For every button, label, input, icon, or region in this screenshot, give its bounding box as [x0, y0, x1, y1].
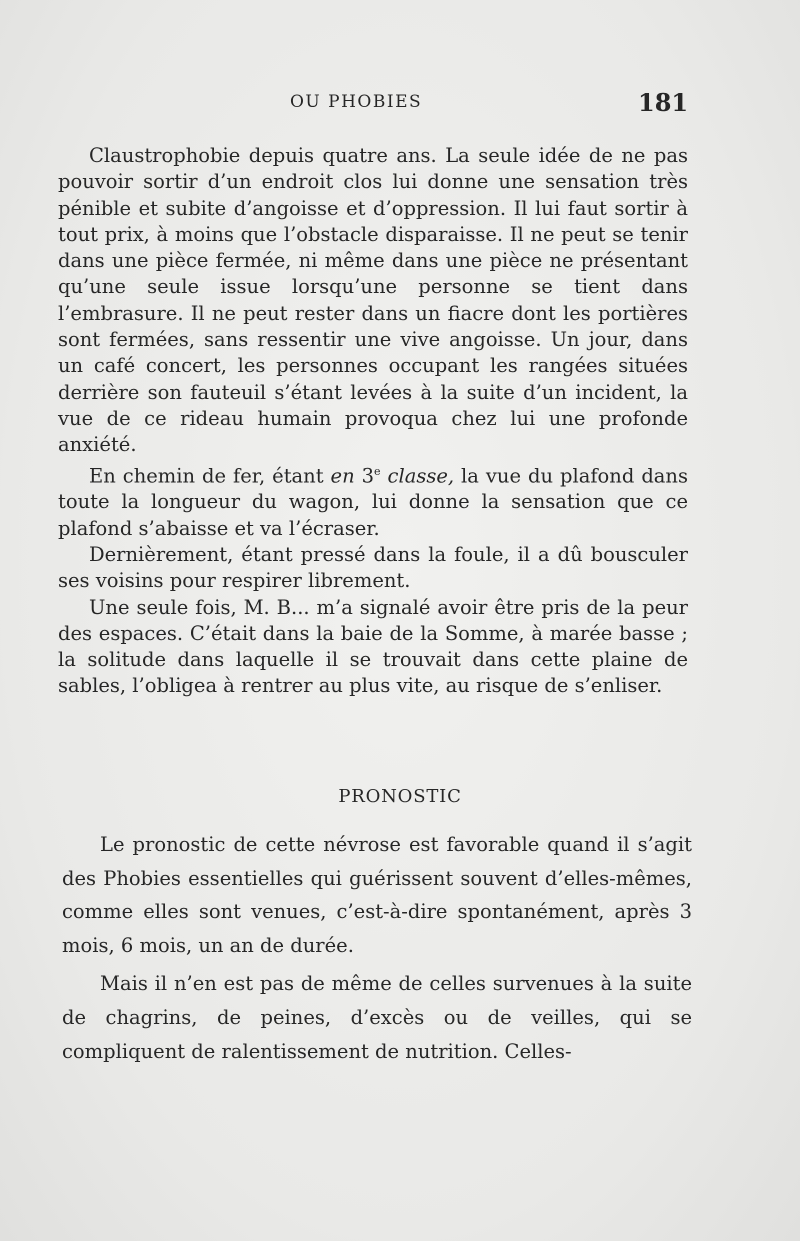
running-title: OU PHOBIES — [290, 92, 423, 112]
train-class-superscript: e — [374, 464, 381, 478]
paragraph-pronostic-favorable: Le pronostic de cette névrose est favorable quand il s’agit des Phobies essentielles qui guérissent souvent d’elles-mêmes, comme elles sont venues, c’est-à-dire spontanément, après 3 mois, 6 mois, un an de durée. — [62, 833, 692, 957]
paragraph-foule: Dernièrement, étant pressé dans la foule, il a dû bousculer ses voisins pour respirer librement. — [58, 542, 688, 593]
running-head — [0, 88, 800, 118]
paragraph-chemin-de-fer — [58, 459, 688, 542]
paragraph-claustrophobie: Claustrophobie depuis quatre ans. La seule idée de ne pas pouvoir sortir d’un endroit clos lui donne une sensation très pénible et subite d’angoisse et d’oppression. Il lui faut sortir à tout prix, à moins que l’obstacle disparaisse. Il ne peut se tenir dans une pièce fermée, ni même dans une pièce ne présentant qu’une seule issue lorsqu’une personne se tient dans l’embrasure. Il ne peut rester dans un fiacre dont les portières sont fermées, sans ressentir une vive angoisse. Un jour, dans un café concert, les personnes occupant les rangées situées derrière son fauteuil s’étant levées à la suite d’un incident, la vue de ce rideau humain provoqua chez lui une profonde anxiété. — [58, 144, 688, 457]
body-text — [58, 143, 688, 700]
train-space — [355, 464, 362, 487]
page-number: 181 — [638, 88, 689, 117]
train-class-number: 3 — [361, 464, 375, 488]
pronostic-text — [62, 828, 692, 1068]
section-heading-pronostic: PRONOSTIC — [338, 786, 462, 807]
train-italic-en: en — [330, 464, 355, 488]
train-text-after: la vue du plafond dans toute la longueur du wagon, lui donne la sensation que ce plafond s’abaisse et va l’écraser. — [58, 464, 688, 540]
train-text-before: En chemin de fer, étant — [89, 464, 331, 488]
paragraph-pronostic-chagrins: Mais il n’en est pas de même de celles survenues à la suite de chagrins, de peines, d’excès ou de veilles, qui se compliquent de ralentissement de nutrition. Celles- — [62, 972, 692, 1063]
paragraph-espaces: Une seule fois, M. B... m’a signalé avoir être pris de la peur des espaces. C’était dans la baie de la Somme, à marée basse ; la solitude dans laquelle il se trouvait dans cette plaine de sables, l’obligea à rentrer au plus vite, au risque de s’enliser. — [58, 595, 688, 698]
train-italic-classe: classe, — [380, 464, 455, 488]
